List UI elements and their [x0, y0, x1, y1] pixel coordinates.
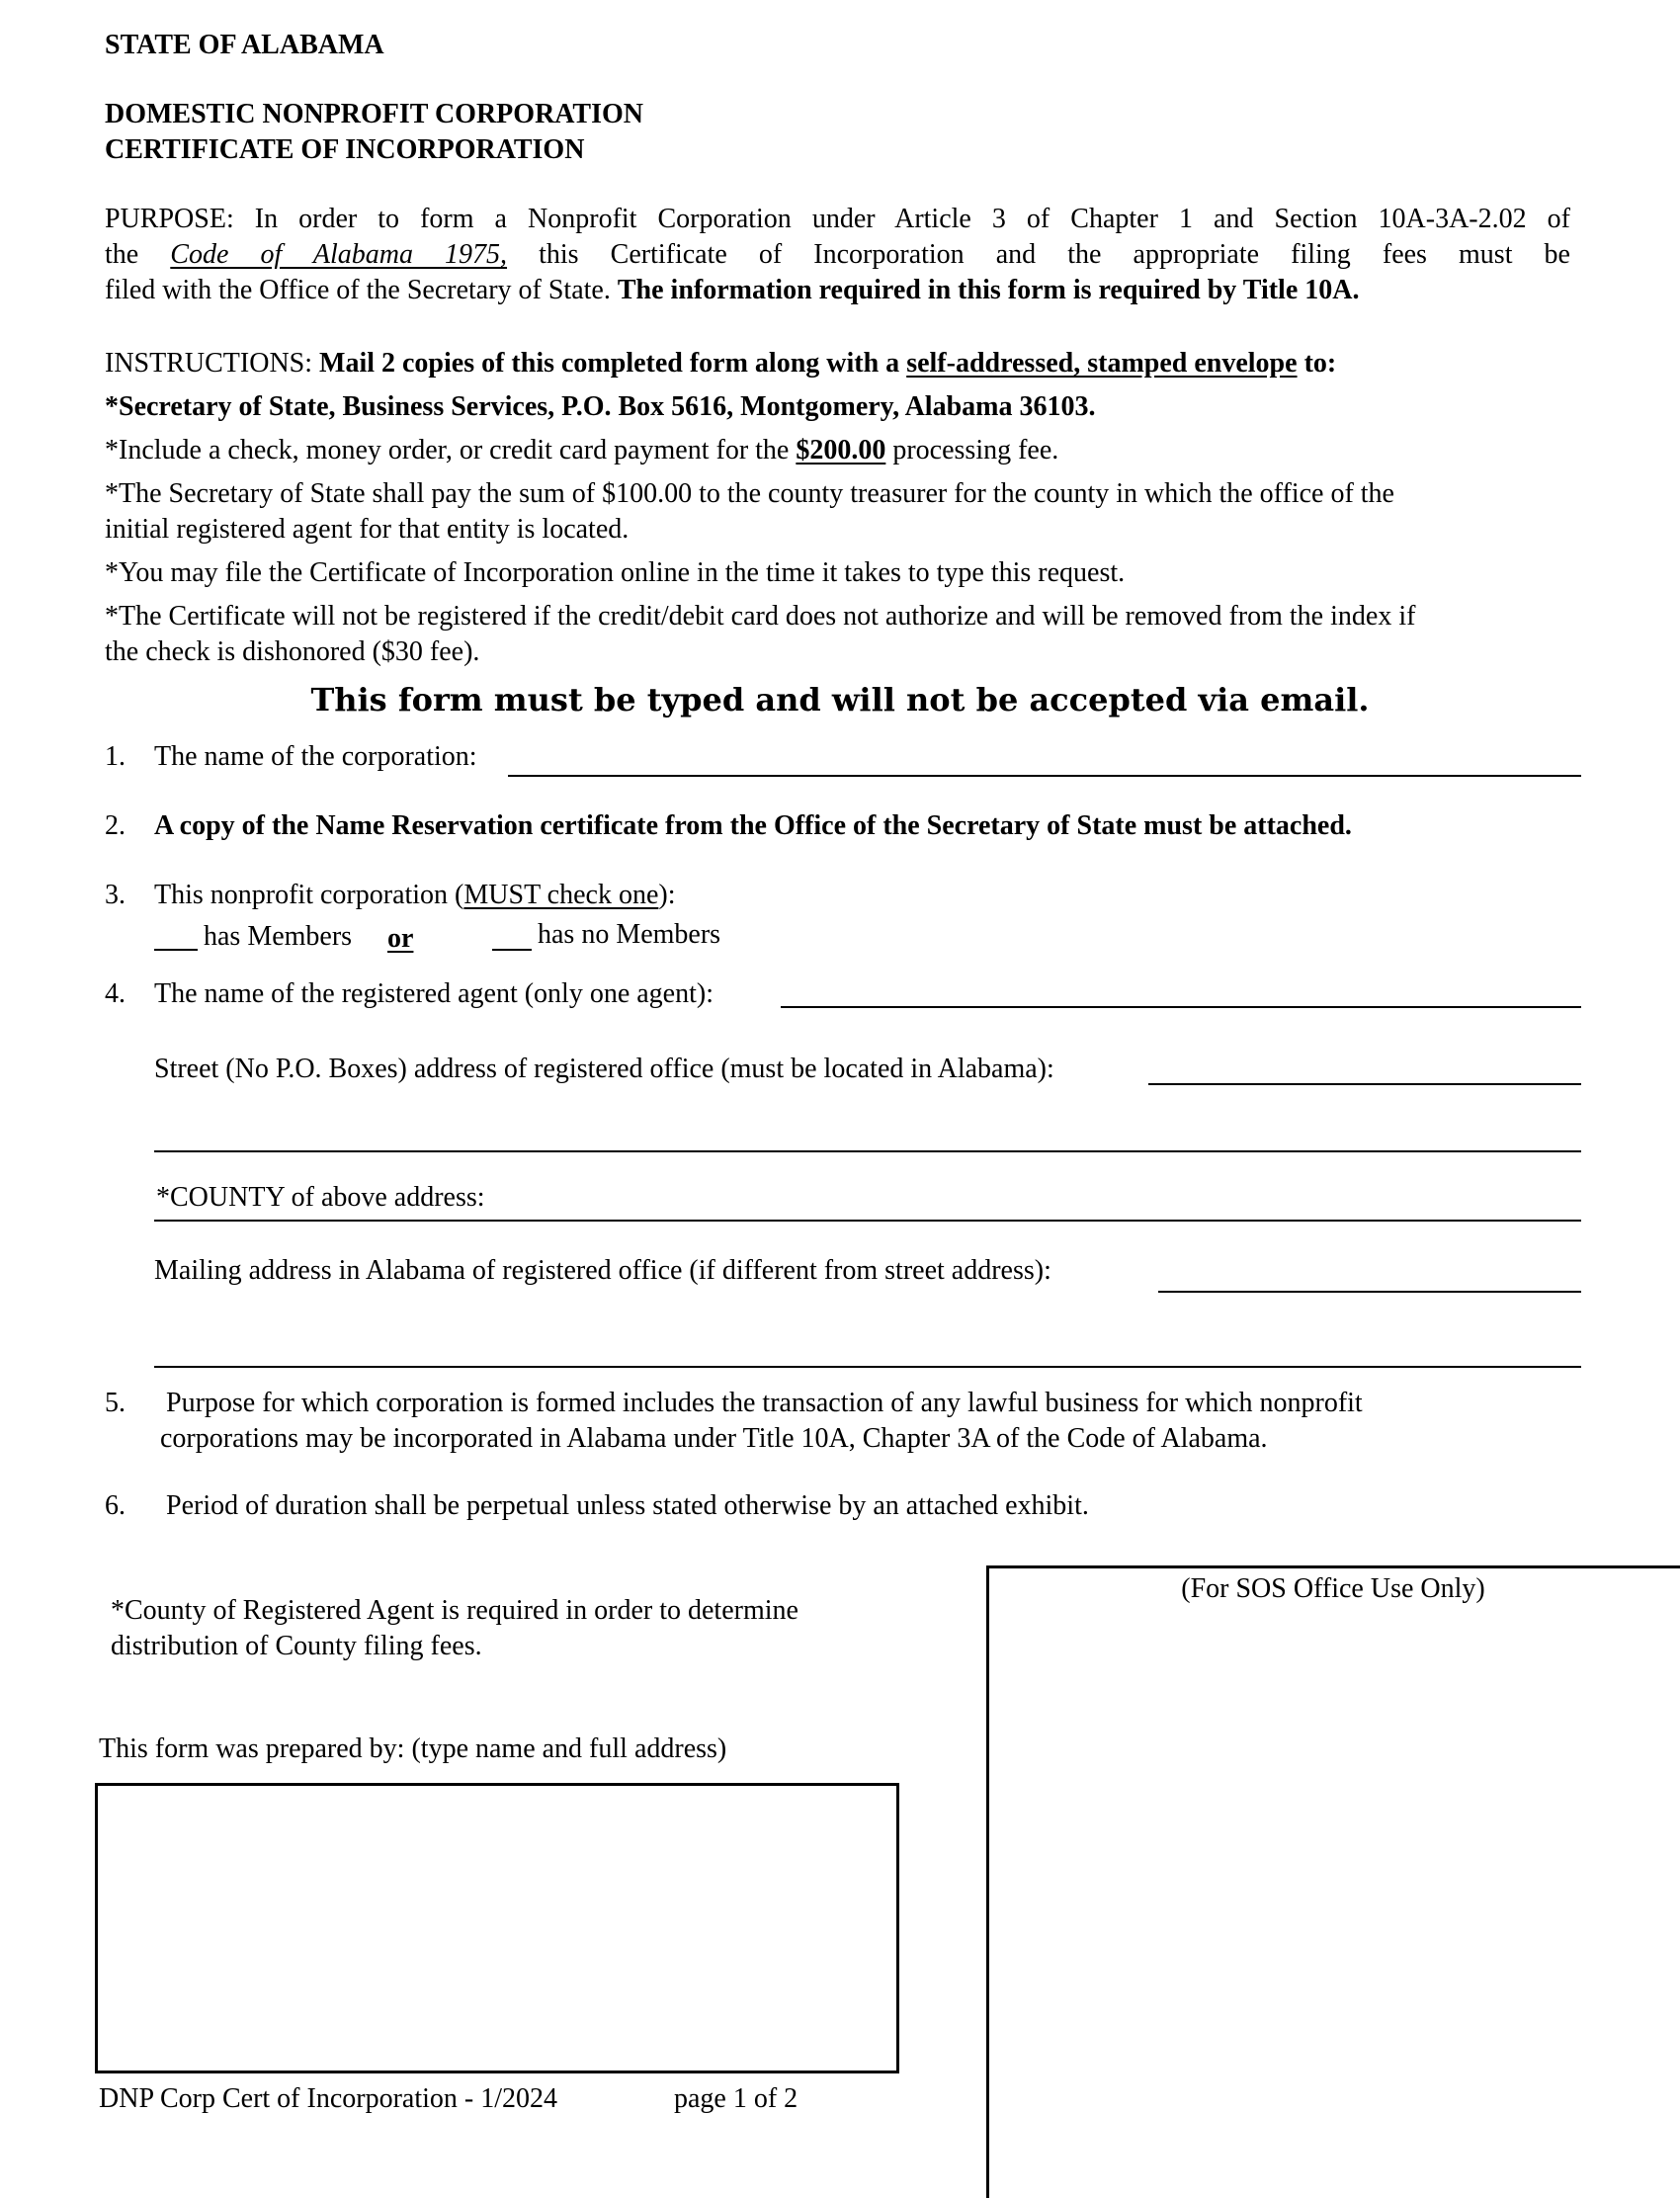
item-4-number: 4. [105, 978, 126, 1009]
purpose-line2 [105, 237, 1570, 273]
code-of-alabama: Code of Alabama 1975, [170, 239, 508, 270]
mailing-address-field-line2[interactable] [154, 1366, 1581, 1368]
county-label: *COUNTY of above address: [156, 1182, 485, 1213]
instructions-payment [105, 433, 1058, 468]
corporation-name-field[interactable] [508, 775, 1581, 777]
instructions-county-line2: initial registered agent for that entity is located. [105, 514, 630, 545]
street-address-field-line2[interactable] [154, 1150, 1581, 1152]
instructions-mail: Mail 2 copies of this completed form along with a [319, 348, 907, 379]
instructions-card-line1: *The Certificate will not be registered if the credit/debit card does not authorize and will be removed from the index if [105, 601, 1416, 632]
payment-amount: $200.00 [796, 435, 886, 465]
item-2-number: 2. [105, 810, 126, 841]
instructions-address: *Secretary of State, Business Services, P.O. Box 5616, Montgomery, Alabama 36103. [105, 391, 1096, 422]
instructions-label: INSTRUCTIONS: [105, 348, 320, 379]
purpose-line3-normal: filed with the Office of the Secretary of State. [105, 275, 618, 305]
street-address-field[interactable] [1148, 1083, 1581, 1085]
state-heading: STATE OF ALABAMA [105, 30, 384, 60]
registered-agent-label: The name of the registered agent (only one agent): [154, 978, 714, 1009]
purpose-line3-bold: The information required in this form is required by Title 10A. [617, 275, 1360, 305]
typed-only-banner: This form must be typed and will not be accepted via email. [310, 681, 1370, 719]
purpose-line2-post: this Certificate of Incorporation and the appropriate filing fees must be [507, 239, 1570, 270]
mailing-address-label: Mailing address in Alabama of registered office (if different from street address): [154, 1255, 1051, 1286]
no-members-checkline[interactable] [492, 949, 532, 951]
sos-office-use-label: (For SOS Office Use Only) [1181, 1573, 1485, 1604]
or-label: or [387, 923, 414, 954]
prepared-by-box[interactable] [95, 1783, 899, 2073]
registered-agent-field[interactable] [781, 1006, 1581, 1008]
county-note-line2: distribution of County filing fees. [111, 1631, 482, 1661]
has-members-checkline[interactable] [154, 949, 198, 951]
item-6-number: 6. [105, 1490, 126, 1521]
purpose-line2-pre: the [105, 239, 171, 270]
item-3-number: 3. [105, 880, 126, 910]
item-5-number: 5. [105, 1388, 126, 1418]
purpose-line1: PURPOSE: In order to form a Nonprofit Corporation under Article 3 of Chapter 1 and Section 10A-3A-2.02 of [105, 204, 1570, 234]
duration-clause: Period of duration shall be perpetual unless stated otherwise by an attached exhibit. [166, 1490, 1089, 1521]
sos-office-use-box [986, 1565, 1680, 2198]
street-address-label: Street (No P.O. Boxes) address of registered office (must be located in Alabama): [154, 1054, 1054, 1084]
membership-pre: This nonprofit corporation ( [154, 880, 464, 910]
has-members-label: has Members [204, 921, 353, 952]
name-reservation-notice: A copy of the Name Reservation certificate from the Office of the Secretary of State must be attached. [154, 810, 1352, 841]
no-members-label: has no Members [538, 919, 721, 950]
mailing-address-field[interactable] [1158, 1291, 1581, 1293]
form-title-line1: DOMESTIC NONPROFIT CORPORATION [105, 99, 644, 129]
membership-must: MUST check one [463, 880, 659, 910]
page-number: page 1 of 2 [674, 2083, 798, 2114]
instructions-county-line1: *The Secretary of State shall pay the sum of $100.00 to the county treasurer for the county in which the office of the [105, 478, 1394, 509]
instructions-envelope: self-addressed, stamped envelope [906, 348, 1298, 379]
form-title-line2: CERTIFICATE OF INCORPORATION [105, 134, 585, 165]
instructions-line1 [105, 346, 1336, 381]
instructions-card-line2: the check is dishonored ($30 fee). [105, 636, 480, 667]
corporation-name-label: The name of the corporation: [154, 741, 477, 772]
purpose-clause-line2: corporations may be incorporated in Alabama under Title 10A, Chapter 3A of the Code of Alabama. [160, 1423, 1268, 1454]
purpose-clause-line1: Purpose for which corporation is formed includes the transaction of any lawful business for which nonprofit [166, 1388, 1363, 1418]
instructions-online: *You may file the Certificate of Incorporation online in the time it takes to type this request. [105, 557, 1126, 588]
purpose-line3 [105, 273, 1359, 308]
payment-post: processing fee. [885, 435, 1059, 465]
prepared-by-label: This form was prepared by: (type name and full address) [99, 1733, 727, 1764]
form-identifier: DNP Corp Cert of Incorporation - 1/2024 [99, 2083, 557, 2114]
membership-post: ): [658, 880, 676, 910]
county-field[interactable] [154, 1220, 1581, 1222]
county-note-line1: *County of Registered Agent is required in order to determine [111, 1595, 798, 1626]
membership-question [154, 878, 675, 913]
item-1-number: 1. [105, 741, 126, 772]
payment-pre: *Include a check, money order, or credit card payment for the [105, 435, 797, 465]
instructions-to: to: [1297, 348, 1337, 379]
